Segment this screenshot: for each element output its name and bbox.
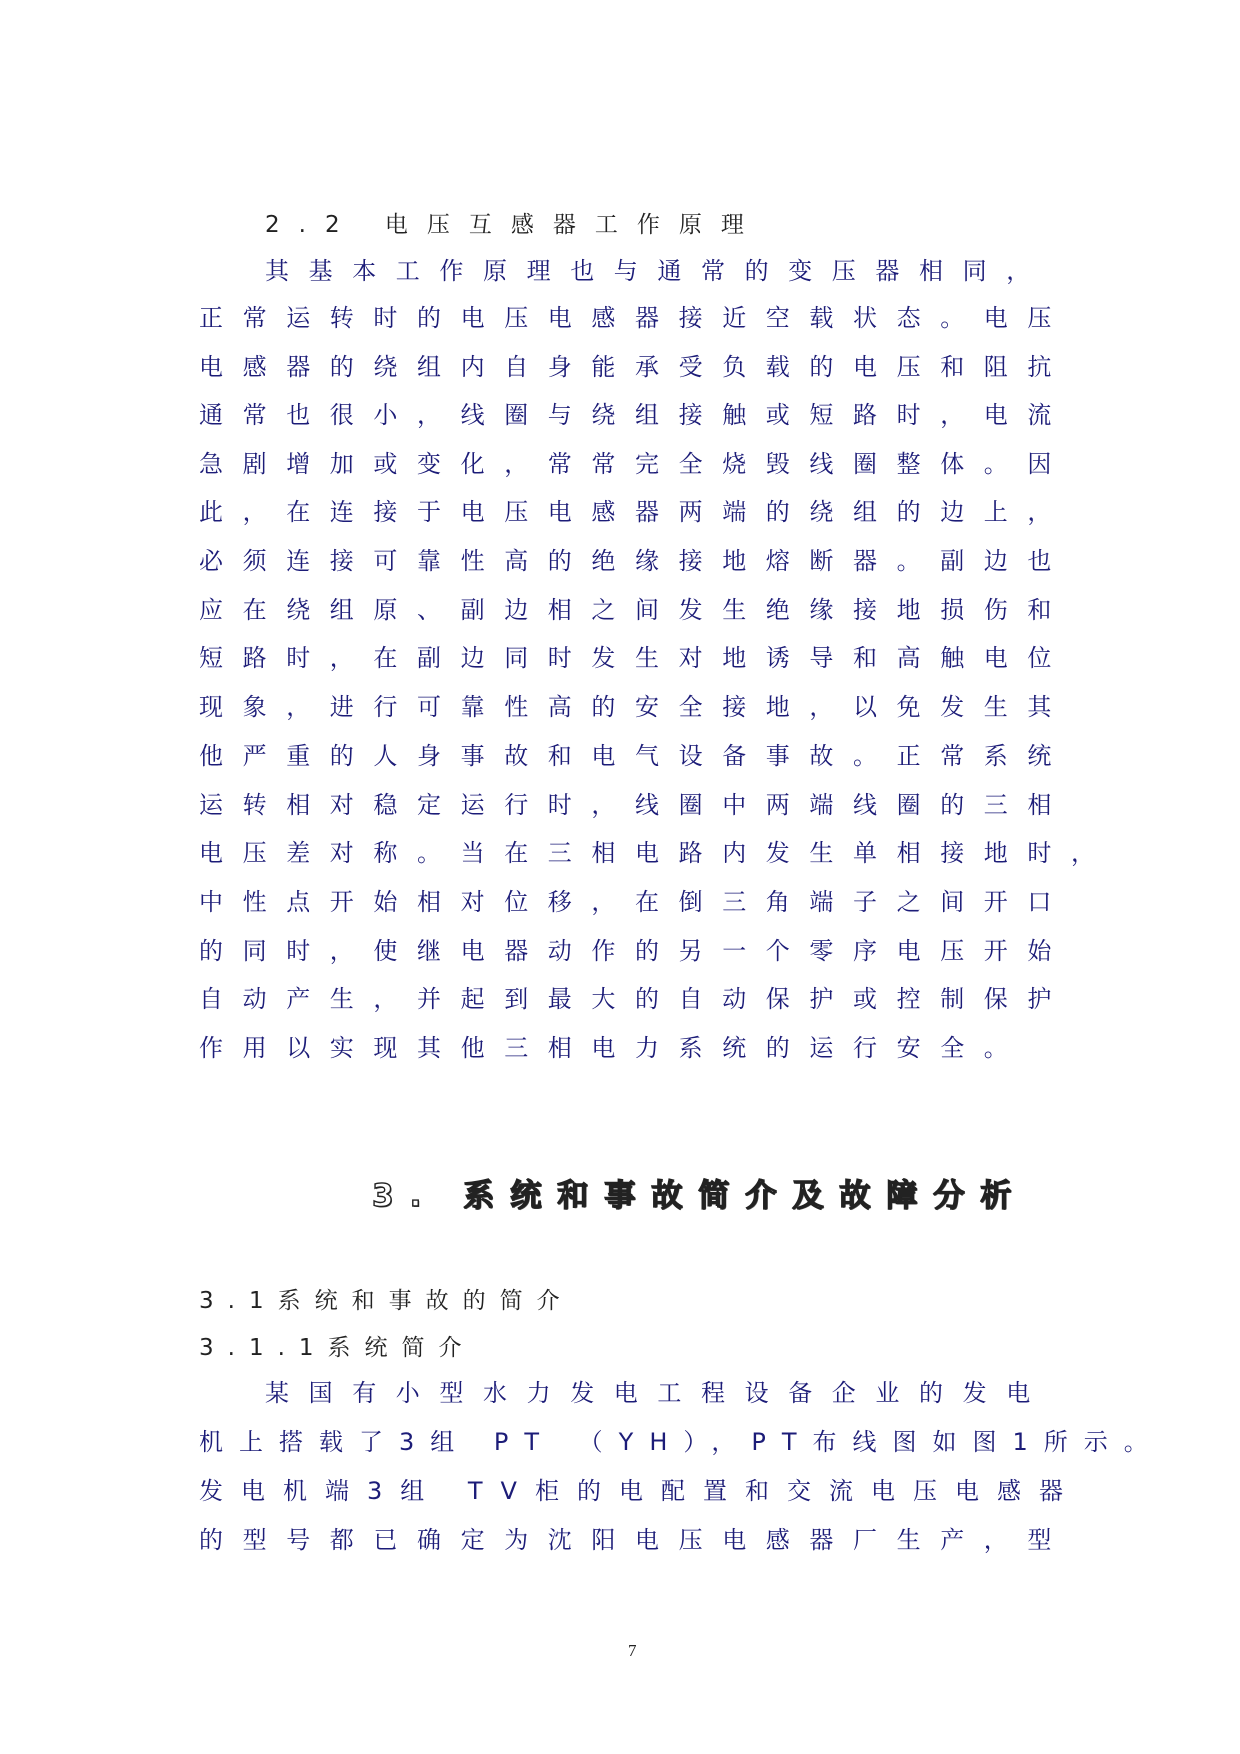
paragraph-line: 的同时，使继电器动作的另一个零序电压开始 <box>199 937 1071 965</box>
chapter-title <box>372 1170 1027 1215</box>
paragraph-line: 发电机端3组 TV柜的电配置和交流电压电感器 <box>199 1477 1081 1505</box>
paragraph-line: 作用以实现其他三相电力系统的运行安全。 <box>199 1034 1028 1062</box>
paragraph-line: 中性点开始相对位移，在倒三角端子之间开口 <box>199 888 1071 916</box>
section-heading: 2.2 电压互感器工作原理 <box>265 212 763 238</box>
paragraph-line: 运转相对稳定运行时，线圈中两端线圈的三相 <box>199 791 1071 819</box>
paragraph-line: 的型号都已确定为沈阳电压电感器厂生产，型 <box>199 1526 1071 1554</box>
paragraph-line: 自动产生，并起到最大的自动保护或控制保护 <box>199 985 1071 1013</box>
paragraph-line: 正常运转时的电压电感器接近空载状态。电压 <box>199 304 1071 332</box>
paragraph-line: 必须连接可靠性高的绝缘接地熔断器。副边也 <box>199 547 1071 575</box>
paragraph-line: 他严重的人身事故和电气设备事故。正常系统 <box>199 742 1071 770</box>
paragraph-line: 电压差对称。当在三相电路内发生单相接地时， <box>199 839 1115 867</box>
chapter-number: 3. <box>372 1178 438 1214</box>
chapter-title-text: 系统和事故简介及故障分析 <box>463 1178 1028 1214</box>
page-number: 7 <box>628 1641 637 1660</box>
section-heading: 3.1系统和事故的简介 <box>199 1288 574 1314</box>
subsection-heading: 3.1.1系统简介 <box>199 1335 476 1361</box>
paragraph-line: 现象，进行可靠性高的安全接地，以免发生其 <box>199 693 1071 721</box>
paragraph-line: 某国有小型水力发电工程设备企业的发电 <box>265 1379 1050 1407</box>
paragraph-line: 电感器的绕组内自身能承受负载的电压和阻抗 <box>199 353 1071 381</box>
paragraph-line: 急剧增加或变化，常常完全烧毁线圈整体。因 <box>199 450 1071 478</box>
paragraph-line: 其基本工作原理也与通常的变压器相同， <box>265 257 1050 285</box>
paragraph-line: 机上搭载了3组 PT （YH），PT布线图如图1所示。 <box>199 1428 1164 1456</box>
paragraph-line: 应在绕组原、副边相之间发生绝缘接地损伤和 <box>199 596 1071 624</box>
paragraph-line: 短路时，在副边同时发生对地诱导和高触电位 <box>199 644 1071 672</box>
paragraph-line: 此，在连接于电压电感器两端的绕组的边上， <box>199 498 1071 526</box>
paragraph-line: 通常也很小，线圈与绕组接触或短路时，电流 <box>199 401 1071 429</box>
